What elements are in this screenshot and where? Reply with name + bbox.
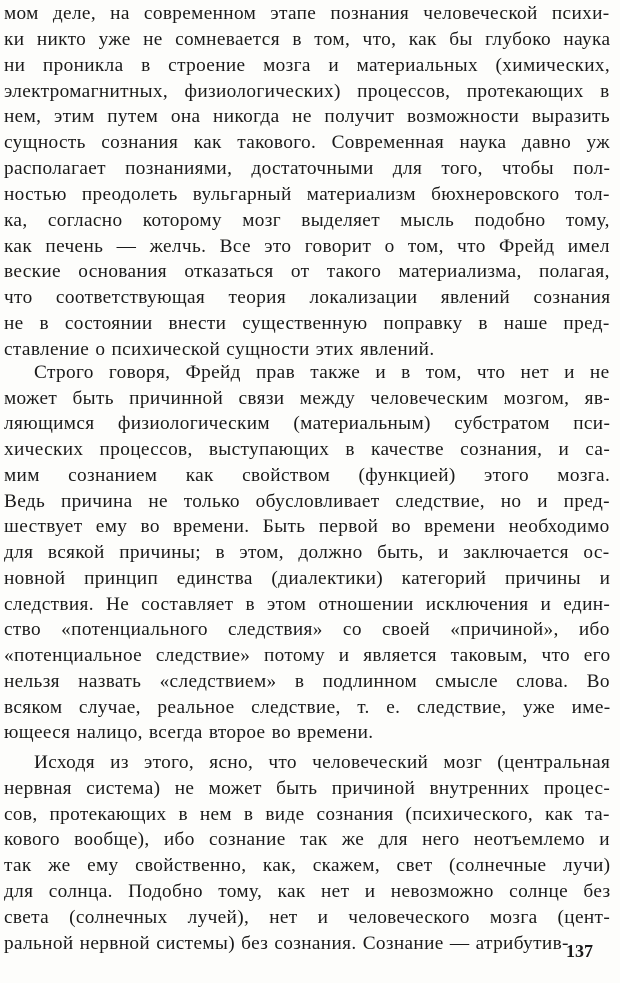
text-line: ставление о психической сущности этих явлений.	[4, 339, 435, 360]
text-line: ка, согласно которому мозг выделяет мысль подобно тому,	[4, 210, 610, 231]
text-line: не в состоянии внести существенную поправку в наше пред-	[4, 313, 610, 334]
text-line: для солнца. Подобно тому, как нет и невозможно солнце без	[4, 881, 611, 902]
text-line: так же ему свойственно, как, скажем, свет (солнечные лучи)	[4, 855, 611, 876]
text-line: что соответствующая теория локализации явлений сознания	[4, 287, 611, 308]
text-line: для всякой причины; в этом, должно быть, и заключается ос-	[4, 542, 610, 563]
text-line: ство «потенциального следствия» со своей «причиной», ибо	[4, 619, 610, 640]
text-line: электромагнитных, физиологических) процессов, протекающих в	[4, 81, 610, 102]
text-line: новной принцип единства (диалектики) категорий причины и	[4, 568, 611, 589]
text-line: Ведь причина не только обусловливает следствие, но и пред-	[4, 491, 610, 512]
text-line: ни проникла в строение мозга и материальных (химических,	[4, 55, 611, 76]
text-line: как печень — желчь. Все это говорит о том, что Фрейд имел	[4, 236, 610, 257]
text-line: ляющимся физиологическим (материальным) субстратом пси-	[4, 413, 611, 434]
text-line: кового вообще), ибо сознание так же для него неотъемлемо и	[4, 829, 610, 850]
text-line: мом деле, на современном этапе познания человеческой психи-	[4, 3, 610, 24]
text-line: может быть причинной связи между человеческим мозгом, яв-	[4, 388, 611, 409]
text-line: ки никто уже не сомневается в том, что, как бы глубоко наука	[4, 29, 611, 50]
text-line: мим сознанием как свойством (функцией) этого мозга.	[4, 465, 611, 486]
text-line: ющееся налицо, всегда второе во времени.	[4, 722, 374, 743]
page-number: 137	[566, 941, 593, 961]
text-line: веские основания отказаться от такого материализма, полагая,	[4, 261, 610, 282]
text-line: сов, протекающих в нем в виде сознания (психического, как та-	[4, 804, 610, 825]
text-line: нем, этим путем она никогда не получит возможности выразить	[4, 106, 611, 127]
text-line: располагает познаниями, достаточными для того, чтобы пол-	[4, 158, 611, 179]
text-line: Строго говоря, Фрейд прав также и в том, что нет и не	[34, 362, 610, 383]
text-line: света (солнечных лучей), нет и человеческого мозга (цент-	[4, 907, 611, 928]
text-line: следствия. Не составляет в этом отношении исключения и един-	[4, 594, 611, 615]
text-line: нервная система) не может быть причиной внутренних процес-	[4, 778, 611, 799]
text-line: хических процессов, выступающих в качестве сознания, и са-	[4, 439, 611, 460]
text-line: нельзя назвать «следствием» в подлинном смысле слова. Во	[4, 671, 610, 692]
text-line: ральной нервной системы) без сознания. Сознание — атрибутив-	[4, 933, 569, 954]
text-line: ностью преодолеть вульгарный материализм бюхнеровского тол-	[4, 184, 610, 205]
text-line: всяком случае, реальное следствие, т. е. следствие, уже име-	[4, 697, 611, 718]
text-line: «потенциальное следствие» потому и является таковым, что его	[4, 645, 611, 666]
text-line: сущность сознания как такового. Современная наука давно уж	[4, 132, 610, 153]
text-line: шествует ему во времени. Быть первой во времени необходимо	[4, 516, 610, 537]
text-line: Исходя из этого, ясно, что человеческий мозг (центральная	[34, 752, 611, 773]
